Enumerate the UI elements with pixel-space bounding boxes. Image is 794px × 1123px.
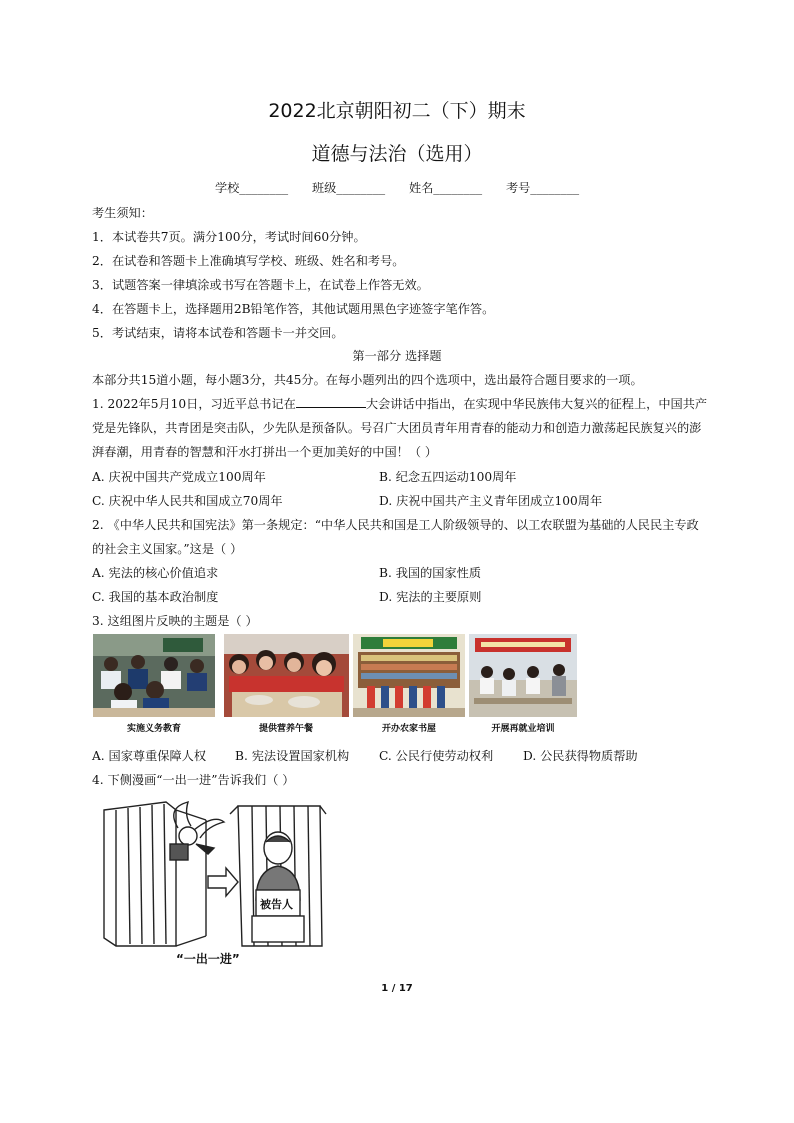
exam-title: 2022北京朝阳初二（下）期末 [268, 100, 526, 122]
q1-text-b: 大会讲话中指出，在实现中华民族伟大复兴的征程上，中国共产 [365, 397, 708, 411]
notice-item: 3．试题答案一律填涂或书写在答题卡上，在试卷上作答无效。 [92, 278, 429, 292]
notice-heading: 考生须知： [92, 206, 153, 220]
notice-item: 5．考试结束，请将本试卷和答题卡一并交回。 [92, 326, 344, 340]
notice-item: 4．在答题卡上，选择题用2B铅笔作答，其他试题用黑色字迹签字笔作答。 [92, 302, 495, 316]
photo-caption: 实施义务教育 [126, 724, 181, 734]
q1-option-a: A. 庆祝中国共产党成立100周年 [92, 470, 266, 484]
exam-subtitle: 道德与法治（选用） [311, 143, 483, 165]
photo-classroom [93, 634, 215, 717]
question-1-line: 党是先锋队，共青团是突击队，少先队是预备队。号召广大团员青年用青春的能动力和创造力激荡起民族复兴的澎 [92, 421, 702, 435]
photo-caption: 开展再就业培训 [491, 724, 555, 734]
q3-option-a: A. 国家尊重保障人权 [92, 749, 207, 763]
photo-training [469, 634, 577, 717]
student-info-row [0, 179, 794, 196]
name-field: 姓名________ [408, 181, 483, 195]
q3-option-d: D. 公民获得物质帮助 [523, 749, 638, 763]
notice-item: 2．在试卷和答题卡上准确填写学校、班级、姓名和考号。 [92, 254, 405, 268]
q1-blank [296, 407, 366, 408]
q2-option-c: C. 我国的基本政治制度 [92, 590, 219, 604]
question-1-line [92, 395, 707, 412]
question-1-line: 湃春潮，用青春的智慧和汗水打拼出一个更加美好的中国！（ ） [92, 445, 438, 459]
q3-option-b: B. 宪法设置国家机构 [235, 749, 350, 763]
question-2-line: 的社会主义国家。”这是（ ） [92, 542, 243, 556]
notice-item: 1．本试卷共7页。满分100分，考试时间60分钟。 [92, 230, 366, 244]
exam-number-field: 考号________ [505, 181, 580, 195]
section-intro: 本部分共15道小题，每小题3分，共45分。在每小题列出的四个选项中，选出最符合题目要求的一项。 [92, 373, 643, 387]
q2-option-a: A. 宪法的核心价值追求 [92, 566, 219, 580]
cartoon-one-out-one-in [96, 796, 328, 956]
q1-option-b: B. 纪念五四运动100周年 [379, 470, 517, 484]
q1-option-d: D. 庆祝中国共产主义青年团成立100周年 [379, 494, 603, 508]
cartoon-caption: “一出一进” [176, 952, 240, 966]
class-field: 班级________ [311, 181, 386, 195]
question-4-stem: 4. 下侧漫画“一出一进”告诉我们（ ） [92, 773, 295, 787]
q1-text-a: 1. 2022年5月10日，习近平总书记在 [92, 397, 296, 411]
cartoon-defendant-label: 被告人 [260, 898, 293, 911]
question-2-line: 2. 《中华人民共和国宪法》第一条规定：“中华人民共和国是工人阶级领导的、以工农联盟为基础的人民民主专政 [92, 518, 699, 532]
section-title: 第一部分 选择题 [352, 349, 442, 363]
q1-option-c: C. 庆祝中华人民共和国成立70周年 [92, 494, 283, 508]
q2-option-b: B. 我国的国家性质 [379, 566, 482, 580]
school-field: 学校________ [214, 181, 289, 195]
photo-library [353, 634, 465, 717]
photo-caption: 开办农家书屋 [381, 724, 436, 734]
q2-option-d: D. 宪法的主要原则 [379, 590, 482, 604]
q3-option-c: C. 公民行使劳动权利 [379, 749, 494, 763]
question-3-stem: 3. 这组图片反映的主题是（ ） [92, 614, 258, 628]
photo-caption: 提供营养午餐 [258, 724, 313, 734]
page-number: 1 / 17 [381, 983, 413, 994]
photo-lunch [224, 634, 349, 717]
